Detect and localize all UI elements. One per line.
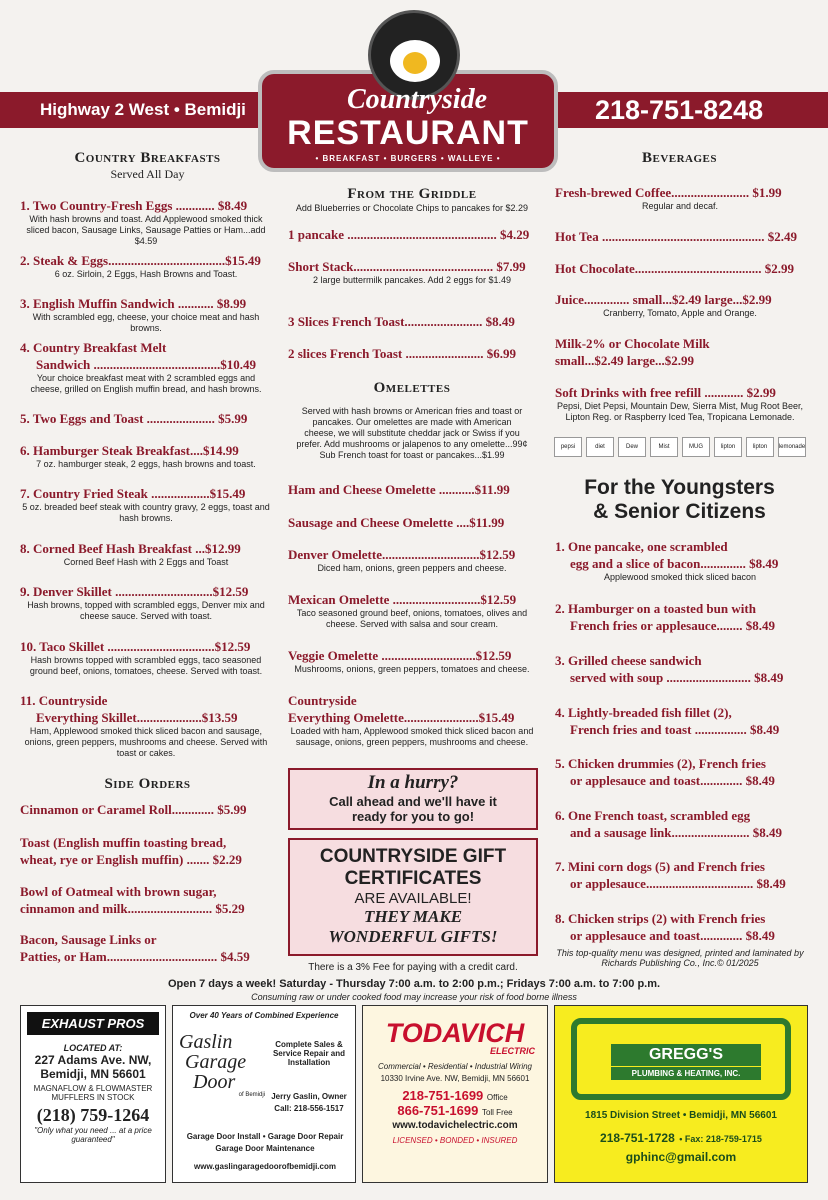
soda-logo-icon: lipton xyxy=(714,437,742,457)
item-desc: 6 oz. Sirloin, 2 Eggs, Hash Browns and Toast. xyxy=(54,269,238,279)
greggs-logo xyxy=(571,1018,791,1100)
youngsters-item xyxy=(555,910,805,944)
exhaust-logo: EXHAUST PROS xyxy=(27,1012,159,1035)
youngsters-line-2: and a sausage link........................ $8.49 xyxy=(570,825,783,840)
todavich-toll-num: 866-751-1699 xyxy=(397,1103,479,1118)
menu-item xyxy=(20,410,272,427)
menu-item xyxy=(20,485,272,524)
youngsters-line-1: 6. One French toast, scrambled egg xyxy=(555,808,751,823)
menu-item xyxy=(288,514,536,531)
todavich-toll xyxy=(363,1103,547,1118)
youngsters-item xyxy=(555,807,805,841)
youngsters-item xyxy=(555,704,805,738)
menu-item xyxy=(555,228,805,245)
youngsters-line-2: served with soup .......................... $8.49 xyxy=(570,670,784,685)
credit-fee-note: There is a 3% Fee for paying with a credit card. xyxy=(308,962,518,973)
item-desc: With hash browns and toast. Add Applewood smoked thick sliced bacon, Sausage Links, Sausage Patties or Ham...add $4.59 xyxy=(26,214,266,246)
youngsters-item xyxy=(555,600,805,634)
logo-script: Countryside xyxy=(346,84,488,115)
todavich-toll-label: Toll Free xyxy=(481,1108,513,1117)
publisher-note: This top-quality menu was designed, printed and laminated by Richards Publishing Co., Inc.© 01/2025 xyxy=(556,948,804,968)
greggs-phone-line xyxy=(555,1129,807,1147)
youngsters-line-2: or applesauce and toast............. $8.49 xyxy=(570,773,775,788)
exhaust-line-2: MUFFLERS IN STOCK xyxy=(51,1093,135,1102)
gift-line-3: ARE AVAILABLE! xyxy=(354,890,472,907)
youngsters-line-2: or applesauce and toast............. $8.49 xyxy=(570,928,775,943)
item-name: Short Stack........................................... $7.99 xyxy=(288,259,526,274)
item-desc: Cranberry, Tomato, Apple and Orange. xyxy=(603,308,757,318)
youngsters-line-2: French fries and toast ................ $8.49 xyxy=(570,722,780,737)
gift-line-2: CERTIFICATES xyxy=(344,868,482,889)
youngsters-item xyxy=(555,858,805,892)
side-item xyxy=(20,801,272,818)
hurry-title: In a hurry? xyxy=(367,772,459,793)
menu-item xyxy=(555,291,805,319)
gaslin-logo xyxy=(179,1032,265,1098)
item-name: 3. English Muffin Sandwich ........... $8.99 xyxy=(20,296,247,311)
menu-item xyxy=(20,583,272,622)
gaslin-logo-1: Gaslin xyxy=(179,1031,233,1053)
hurry-text: Call ahead and we'll have it ready for you to go! xyxy=(329,794,497,824)
side-item xyxy=(20,834,272,868)
menu-item xyxy=(20,252,272,280)
item-name: Hot Tea .................................................. $2.49 xyxy=(555,229,797,244)
todavich-office-num: 218-751-1699 xyxy=(402,1088,484,1103)
gift-line-4: THEY MAKE xyxy=(363,907,463,926)
gaslin-logo-3: Door xyxy=(193,1071,236,1093)
gift-line-1: COUNTRYSIDE GIFT xyxy=(319,846,507,867)
item-desc: 2 large buttermilk pancakes. Add 2 eggs for $1.49 xyxy=(312,275,512,285)
gaslin-owner: Jerry Gaslin, Owner xyxy=(271,1092,347,1101)
youngsters-line-1: 3. Grilled cheese sandwich xyxy=(555,653,702,668)
exhaust-address-2: Bemidji, MN 56601 xyxy=(40,1067,146,1081)
side-item xyxy=(20,883,272,917)
todavich-licensed: LICENSED • BONDED • INSURED xyxy=(392,1136,518,1145)
exhaust-address-1: 227 Adams Ave. NW, xyxy=(34,1053,152,1067)
gaslin-url: www.gaslingaragedoorofbemidji.com xyxy=(194,1162,336,1171)
item-name: 8. Corned Beef Hash Breakfast ...$12.99 xyxy=(20,541,241,556)
todavich-address: 10330 Irvine Ave. NW, Bemidji, MN 56601 xyxy=(380,1074,530,1083)
side-line-2: cinnamon and milk.......................... $5.29 xyxy=(20,901,245,916)
sides-title: Side Orders xyxy=(104,776,191,792)
menu-item xyxy=(20,339,272,395)
item-name: Hot Chocolate....................................... $2.99 xyxy=(555,261,795,276)
gaslin-logo-of: of Bemidji xyxy=(238,1092,265,1098)
menu-item xyxy=(288,591,536,630)
menu-item xyxy=(555,184,805,212)
item-name: 6. Hamburger Steak Breakfast....$14.99 xyxy=(20,443,239,458)
item-name-2: Everything Omelette.......................$15.49 xyxy=(288,710,515,725)
item-name: 2. Steak & Eggs....................................$15.49 xyxy=(20,253,261,268)
griddle-title: From the Griddle xyxy=(347,186,477,202)
soda-logo-icon: MUG xyxy=(682,437,710,457)
item-desc: Corned Beef Hash with 2 Eggs and Toast xyxy=(63,557,229,567)
youngsters-desc: Applewood smoked thick sliced bacon xyxy=(603,572,757,582)
soda-logo-icon: lipton xyxy=(746,437,774,457)
item-desc: With scrambled egg, cheese, your choice meat and hash browns. xyxy=(32,312,260,333)
gaslin-top: Over 40 Years of Combined Experience xyxy=(189,1011,339,1020)
greggs-address: 1815 Division Street • Bemidji, MN 56601 xyxy=(585,1110,777,1121)
item-name-2: Everything Skillet....................$13.59 xyxy=(36,710,238,725)
item-name: Juice.............. small...$2.49 large...$2.99 xyxy=(555,292,772,307)
youngsters-title-1: For the Youngsters xyxy=(584,476,775,499)
gaslin-ad xyxy=(172,1005,356,1183)
omelettes-title: Omelettes xyxy=(373,380,451,396)
side-item xyxy=(20,931,272,965)
youngsters-title-2: & Senior Citizens xyxy=(593,500,766,523)
menu-item xyxy=(288,226,536,243)
soda-logo-icon: pepsi xyxy=(554,437,582,457)
item-desc: Hash browns, topped with scrambled eggs, Denver mix and cheese sauce. Served with toast. xyxy=(27,600,265,621)
soda-logo-icon: Dew xyxy=(618,437,646,457)
greggs-brand: GREGG'S xyxy=(611,1044,761,1066)
item-name: Sausage and Cheese Omelette ....$11.99 xyxy=(288,515,505,530)
item-name-2: Sandwich .......................................$10.49 xyxy=(36,357,256,372)
menu-item xyxy=(555,384,805,423)
greggs-phone: 218-751-1728 xyxy=(600,1131,675,1145)
griddle-subtitle: Add Blueberries or Chocolate Chips to pancakes for $2.29 xyxy=(295,203,529,213)
youngsters-line-1: 7. Mini corn dogs (5) and French fries xyxy=(555,859,765,874)
gaslin-bottom-1: Garage Door Install • Garage Door Repair xyxy=(186,1132,344,1141)
yolk-icon xyxy=(403,52,427,74)
item-name: 1. Two Country-Fresh Eggs ............ $8.49 xyxy=(20,198,248,213)
item-name: 1 pancake .............................................. $4.29 xyxy=(288,227,530,242)
gaslin-service: Complete Sales & Service Repair and Installation xyxy=(272,1040,346,1067)
menu-item xyxy=(288,546,536,574)
greggs-sub: PLUMBING & HEATING, INC. xyxy=(611,1067,761,1080)
menu-item xyxy=(555,335,805,369)
item-desc: Hash browns topped with scrambled eggs, taco seasoned ground beef, onions, tomatoes, cheese. Served with toast. xyxy=(29,655,263,676)
side-line-2: Patties, or Ham.................................. $4.59 xyxy=(20,949,250,964)
side-line-1: Bacon, Sausage Links or xyxy=(20,932,157,947)
menu-item xyxy=(20,692,272,759)
food-warning: Consuming raw or under cooked food may increase your risk of food borne illness xyxy=(251,992,577,1002)
todavich-types: Commercial • Residential • Industrial Wiring xyxy=(377,1062,533,1071)
hurry-box xyxy=(288,768,538,830)
item-desc: Loaded with ham, Applewood smoked thick sliced bacon and sausage, onions, green peppers, mushrooms and cheese. xyxy=(290,726,534,747)
menu-item xyxy=(288,258,536,286)
youngsters-line-1: 8. Chicken strips (2) with French fries xyxy=(555,911,766,926)
item-desc: Taco seasoned ground beef, onions, tomatoes, olives and cheese. Served with salsa and sour cream. xyxy=(296,608,528,629)
youngsters-line-1: 1. One pancake, one scrambled xyxy=(555,539,728,554)
menu-item xyxy=(20,295,272,334)
exhaust-phone: (218) 759-1264 xyxy=(36,1105,150,1125)
item-name: 7. Country Fried Steak ..................$15.49 xyxy=(20,486,246,501)
item-desc: Ham, Applewood smoked thick sliced bacon and sausage, onions, green peppers, mushrooms and cheese. Served with toast or cakes. xyxy=(24,726,268,758)
menu-item xyxy=(555,260,805,277)
youngsters-line-1: 2. Hamburger on a toasted bun with xyxy=(555,601,756,616)
side-line-1: Bowl of Oatmeal with brown sugar, xyxy=(20,884,217,899)
youngsters-item xyxy=(555,755,805,789)
soda-logos xyxy=(554,437,806,457)
logo-main: RESTAURANT xyxy=(287,114,529,152)
item-name: 4. Country Breakfast Melt xyxy=(20,340,167,355)
soda-logo-icon: lemonade xyxy=(778,437,806,457)
item-desc: Diced ham, onions, green peppers and cheese. xyxy=(317,563,507,573)
exhaust-line-1: MAGNAFLOW & FLOWMASTER xyxy=(33,1084,153,1093)
youngsters-line-1: 5. Chicken drummies (2), French fries xyxy=(555,756,766,771)
youngsters-line-2: or applesauce................................. $8.49 xyxy=(570,876,786,891)
item-name: 3 Slices French Toast........................ $8.49 xyxy=(288,314,515,329)
gaslin-logo-2: Garage xyxy=(185,1051,247,1073)
hours: Open 7 days a week! Saturday - Thursday 7:00 a.m. to 2:00 p.m.; Fridays 7:00 a.m. to 7:00 p.m. xyxy=(167,978,661,990)
todavich-sub: ELECTRIC xyxy=(490,1046,535,1056)
item-name: 2 slices French Toast ........................ $6.99 xyxy=(288,346,516,361)
youngsters-line-2: French fries or applesauce........ $8.49 xyxy=(570,618,775,633)
item-name: 11. Countryside xyxy=(20,693,108,708)
item-desc: Your choice breakfast meat with 2 scrambled eggs and cheese, grilled on English muffin bread, and hash browns. xyxy=(30,373,262,394)
youngsters-item xyxy=(555,538,805,583)
todavich-ad xyxy=(362,1005,548,1183)
menu-item xyxy=(288,647,536,675)
item-desc: 5 oz. breaded beef steak with country gravy, 2 eggs, toast and hash browns. xyxy=(22,502,270,523)
soda-logo-icon: diet xyxy=(586,437,614,457)
side-line-1: Toast (English muffin toasting bread, xyxy=(20,835,227,850)
menu-item xyxy=(288,345,536,362)
menu-item xyxy=(288,313,536,330)
greggs-fax: • Fax: 218-759-1715 xyxy=(679,1134,762,1144)
item-name: Fresh-brewed Coffee........................ $1.99 xyxy=(555,185,782,200)
item-name: 10. Taco Skillet .................................$12.59 xyxy=(20,639,251,654)
item-name-2: small...$2.49 large...$2.99 xyxy=(555,353,695,368)
youngsters-line-1: 4. Lightly-breaded fish fillet (2), xyxy=(555,705,732,720)
menu-item xyxy=(288,481,536,498)
item-name: Countryside xyxy=(288,693,357,708)
greggs-ad xyxy=(554,1005,808,1183)
todavich-url: www.todavichelectric.com xyxy=(392,1120,518,1131)
item-desc: Regular and decaf. xyxy=(641,201,719,211)
item-desc: Pepsi, Diet Pepsi, Mountain Dew, Sierra Mist, Mug Root Beer, Lipton Reg. or Raspberry Iced Tea, Tropicana Lemonade. xyxy=(556,401,804,422)
item-name: Milk-2% or Chocolate Milk xyxy=(555,336,710,351)
gaslin-call: Call: 218-556-1517 xyxy=(274,1104,344,1113)
item-desc: 7 oz. hamburger steak, 2 eggs, hash browns and toast. xyxy=(36,459,256,469)
menu-item xyxy=(288,692,536,748)
item-name: Soft Drinks with free refill ............ $2.99 xyxy=(555,385,776,400)
beverages-title: Beverages xyxy=(641,150,718,166)
todavich-office xyxy=(363,1088,547,1103)
soda-logo-icon: Mist xyxy=(650,437,678,457)
youngsters-line-2: egg and a slice of bacon.............. $8.49 xyxy=(570,556,779,571)
exhaust-pros-ad xyxy=(20,1005,166,1183)
location-text: Highway 2 West • Bemidji xyxy=(40,100,246,119)
side-line-1: Cinnamon or Caramel Roll............. $5.99 xyxy=(20,802,247,817)
menu-item xyxy=(20,442,272,470)
logo-tagline: • BREAKFAST • BURGERS • WALLEYE • xyxy=(315,154,501,163)
item-name: Denver Omelette..............................$12.59 xyxy=(288,547,516,562)
gaslin-bottom-2: Garage Door Maintenance xyxy=(215,1144,315,1153)
item-name: Mexican Omelette ...........................$12.59 xyxy=(288,592,517,607)
gift-box xyxy=(288,838,538,956)
menu-item xyxy=(20,540,272,568)
item-name: 5. Two Eggs and Toast ..................... $5.99 xyxy=(20,411,248,426)
todavich-logo: TODAVICH xyxy=(385,1018,525,1048)
phone-number: 218-751-8248 xyxy=(595,95,764,125)
greggs-email: gphinc@gmail.com xyxy=(625,1150,737,1164)
gift-line-5: WONDERFUL GIFTS! xyxy=(328,927,498,946)
youngsters-title xyxy=(552,476,807,524)
omelettes-note: Served with hash browns or American fries and toast or pancakes. Our omelettes are made with American cheese, we will substitute cheddar jack or Swiss if you prefer. Add mushrooms or jalapenos to any omelette...99¢ Sub French toast for toast or pancakes...$1.99 xyxy=(296,406,528,460)
youngsters-item xyxy=(555,652,805,686)
menu-item xyxy=(20,638,272,677)
item-name: Ham and Cheese Omelette ...........$11.99 xyxy=(288,482,510,497)
todavich-office-label: Office xyxy=(486,1093,508,1102)
item-name: Veggie Omelette .............................$12.59 xyxy=(288,648,512,663)
side-line-2: wheat, rye or English muffin) ....... $2.29 xyxy=(20,852,242,867)
exhaust-located: LOCATED AT: xyxy=(63,1043,123,1053)
breakfasts-subtitle: Served All Day xyxy=(110,167,185,181)
exhaust-quote: "Only what you need ... at a price guaranteed" xyxy=(34,1126,152,1144)
item-desc: Mushrooms, onions, green peppers, tomatoes and cheese. xyxy=(294,664,530,674)
breakfasts-title: Country Breakfasts xyxy=(74,150,221,166)
menu-item xyxy=(20,197,272,247)
item-name: 9. Denver Skillet ..............................$12.59 xyxy=(20,584,249,599)
